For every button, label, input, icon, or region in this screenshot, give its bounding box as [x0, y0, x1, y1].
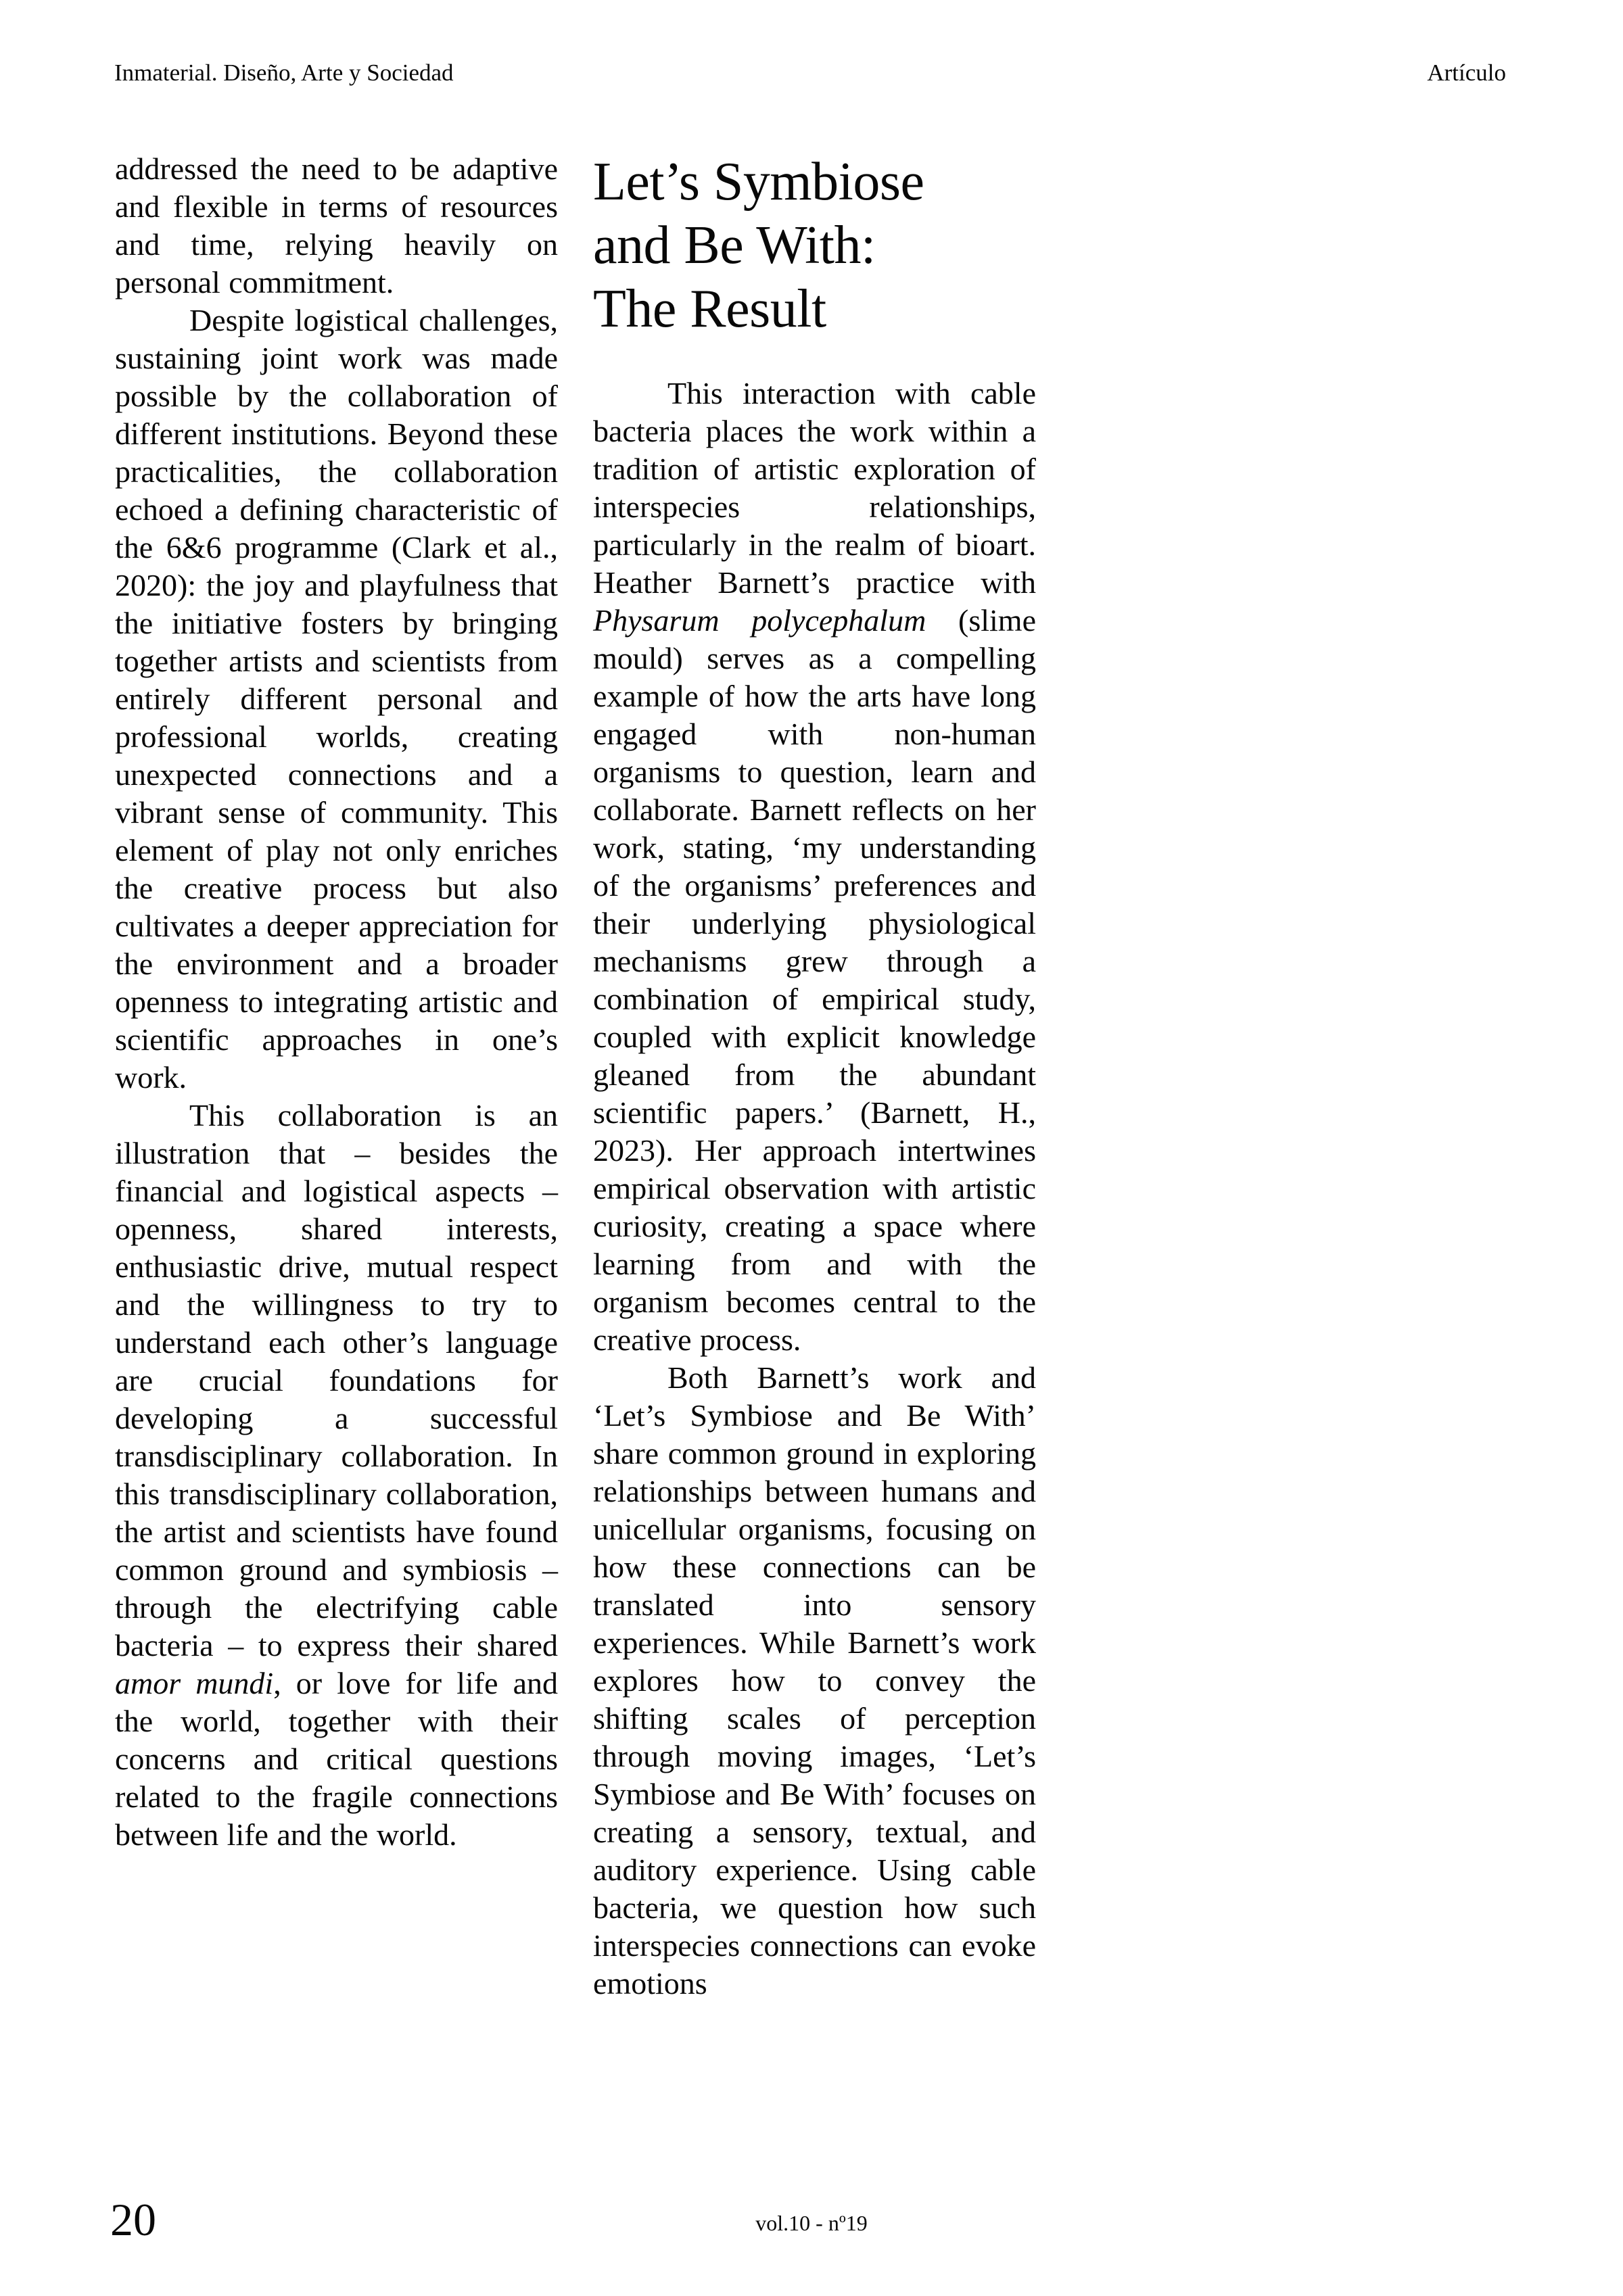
italic-phrase-amor-mundi: amor mundi — [115, 1666, 274, 1700]
body-paragraph — [115, 1097, 558, 1854]
volume-issue-label: vol.10 - nº19 — [755, 2211, 868, 2235]
section-title-line: and Be With: — [593, 216, 876, 275]
paragraph-text: This collaboration is an illustration that – besides the financial and logistical aspects – openness, shared interests, enthusiastic drive, mutual respect and the willingness to try to understand each other’s language are crucial foundations for developing a successful transdisciplinary collaboration. In this transdisciplinary collaboration, the artist and scientists have found common ground and symbiosis – through the electrifying cable bacteria – to express their shared — [115, 1098, 558, 1663]
paragraph-text: This interaction with cable bacteria places the work within a tradition of artistic exploration of interspecies relationships, particularly in the realm of bioart. Heather Barnett’s practice with — [593, 376, 1036, 600]
body-paragraph-continuation: addressed the need to be adaptive and flexible in terms of resources and time, relying heavily on personal commitment. — [115, 151, 558, 300]
paragraph-text: , or love for life and the world, together with their concerns and critical questions related to the fragile connections between life and the world. — [115, 1666, 559, 1852]
italic-phrase-physarum-polycephalum: Physarum polycephalum — [593, 603, 926, 638]
journal-title-header: Inmaterial. Diseño, Arte y Sociedad — [114, 59, 454, 86]
two-column-text-block — [115, 150, 1036, 2003]
section-title — [593, 150, 1036, 341]
body-paragraph: Despite logistical challenges, sustaining joint work was made possible by the collaboration of different institutions. Beyond these practicalities, the collaboration echoed a defining characteristic of the 6&6 programme (Clark et al., 2020): the joy and playfulness that the initiative fosters by bringing together artists and scientists from entirely different personal and professional worlds, creating unexpected connections and a vibrant sense of community. This element of play not only enriches the creative process but also cultivates a deeper appreciation for the environment and a broader openness to integrating artistic and scientific approaches in one’s work. — [115, 303, 558, 1095]
section-title-line: The Result — [593, 279, 826, 339]
section-title-line: Let’s Symbiose — [593, 152, 924, 212]
body-paragraph: Both Barnett’s work and ‘Let’s Symbiose and Be With’ share common ground in exploring relationships between humans and unicellular organisms, focusing on how these connections can be translated into sensory experiences. While Barnett’s work explores how to convey the shifting scales of perception through moving images, ‘Let’s Symbiose and Be With’ focuses on creating a sensory, textual, and auditory experience. Using cable bacteria, we question how such interspecies connections can evoke emotions — [593, 1360, 1036, 2001]
right-column — [593, 150, 1036, 2003]
page-number: 20 — [110, 2194, 156, 2245]
left-column — [115, 150, 558, 1854]
article-type-header: Artículo — [1427, 59, 1506, 86]
body-paragraph — [593, 375, 1036, 1359]
paragraph-text: (slime mould) serves as a compelling example of how the arts have long engaged with non-human organisms to question, learn and collaborate. Barnett reflects on her work, stating, ‘my understanding of the organisms’ preferences and their underlying physiological mechanisms grew through a combination of empirical study, coupled with explicit knowledge gleaned from the abundant scientific papers.’ (Barnett, H., 2023). Her approach intertwines empirical observation with artistic curiosity, creating a space where learning from and with the organism becomes central to the creative process. — [593, 603, 1036, 1357]
